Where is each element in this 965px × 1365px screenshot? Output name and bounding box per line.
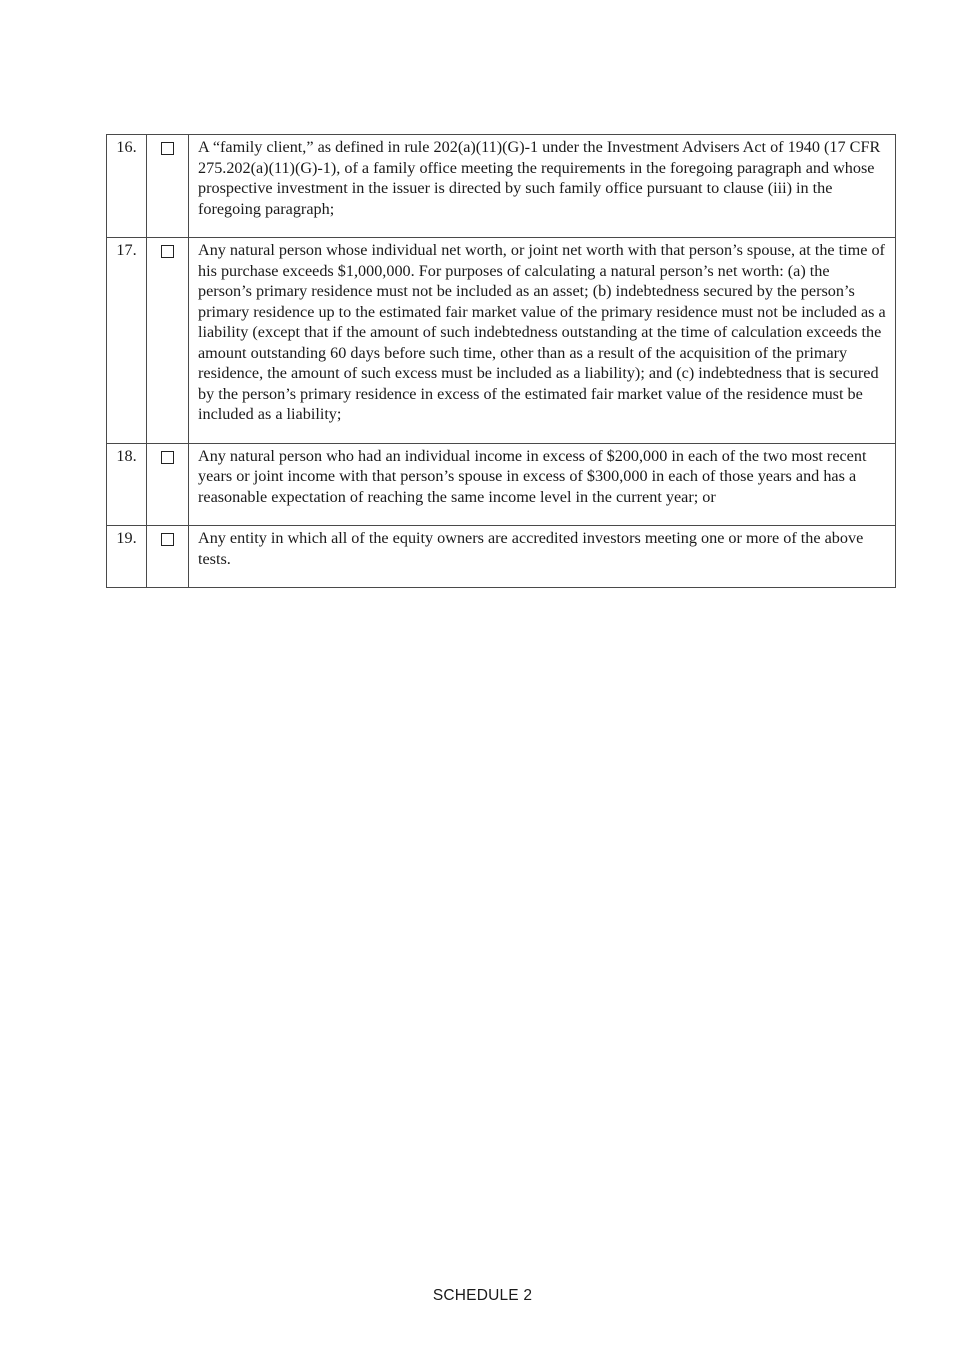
criteria-row-19 [107,526,896,588]
item-number: 18. [107,443,147,526]
checkbox-item-19[interactable] [161,533,174,546]
checkbox-item-17[interactable] [161,245,174,258]
item-text: Any natural person whose individual net worth, or joint net worth with that person’s spouse, at the time of his purchase exceeds $1,000,000. For purposes of calculating a natural person’s net worth: (a) the person’s primary residence must not be included as an asset; (b) indebtedness secured by the person’s primary residence up to the estimated fair market value of the primary residence must not be included as a liability (except that if the amount of such indebtedness outstanding at the time of calculation exceeds the amount outstanding 60 days before such time, other than as a result of the acquisition of the primary residence, the amount of such excess must be included as a liability); and (c) indebtedness that is secured by the person’s primary residence in excess of the estimated fair market value of the residence must be included as a liability; [189,238,896,444]
criteria-row-18 [107,443,896,526]
item-text: A “family client,” as defined in rule 202(a)(11)(G)-1 under the Investment Advisers Act of 1940 (17 CFR 275.202(a)(11)(G)-1), of a family office meeting the requirements in the foregoing paragraph and whose prospective investment in the issuer is directed by such family office pursuant to clause (iii) in the foregoing paragraph; [189,135,896,238]
item-text: Any entity in which all of the equity owners are accredited investors meeting one or more of the above tests. [189,526,896,588]
item-number: 16. [107,135,147,238]
item-number: 19. [107,526,147,588]
item-text: Any natural person who had an individual income in excess of $200,000 in each of the two most recent years or joint income with that person’s spouse in excess of $300,000 in each of those years and has a reasonable expectation of reaching the same income level in the current year; or [189,443,896,526]
criteria-row-17 [107,238,896,444]
accredited-investor-criteria-table [106,134,896,588]
checkbox-item-18[interactable] [161,451,174,464]
page-footer-schedule-label: SCHEDULE 2 [432,1287,533,1304]
checkbox-item-16[interactable] [161,142,174,155]
item-number: 17. [107,238,147,444]
criteria-row-16 [107,135,896,238]
